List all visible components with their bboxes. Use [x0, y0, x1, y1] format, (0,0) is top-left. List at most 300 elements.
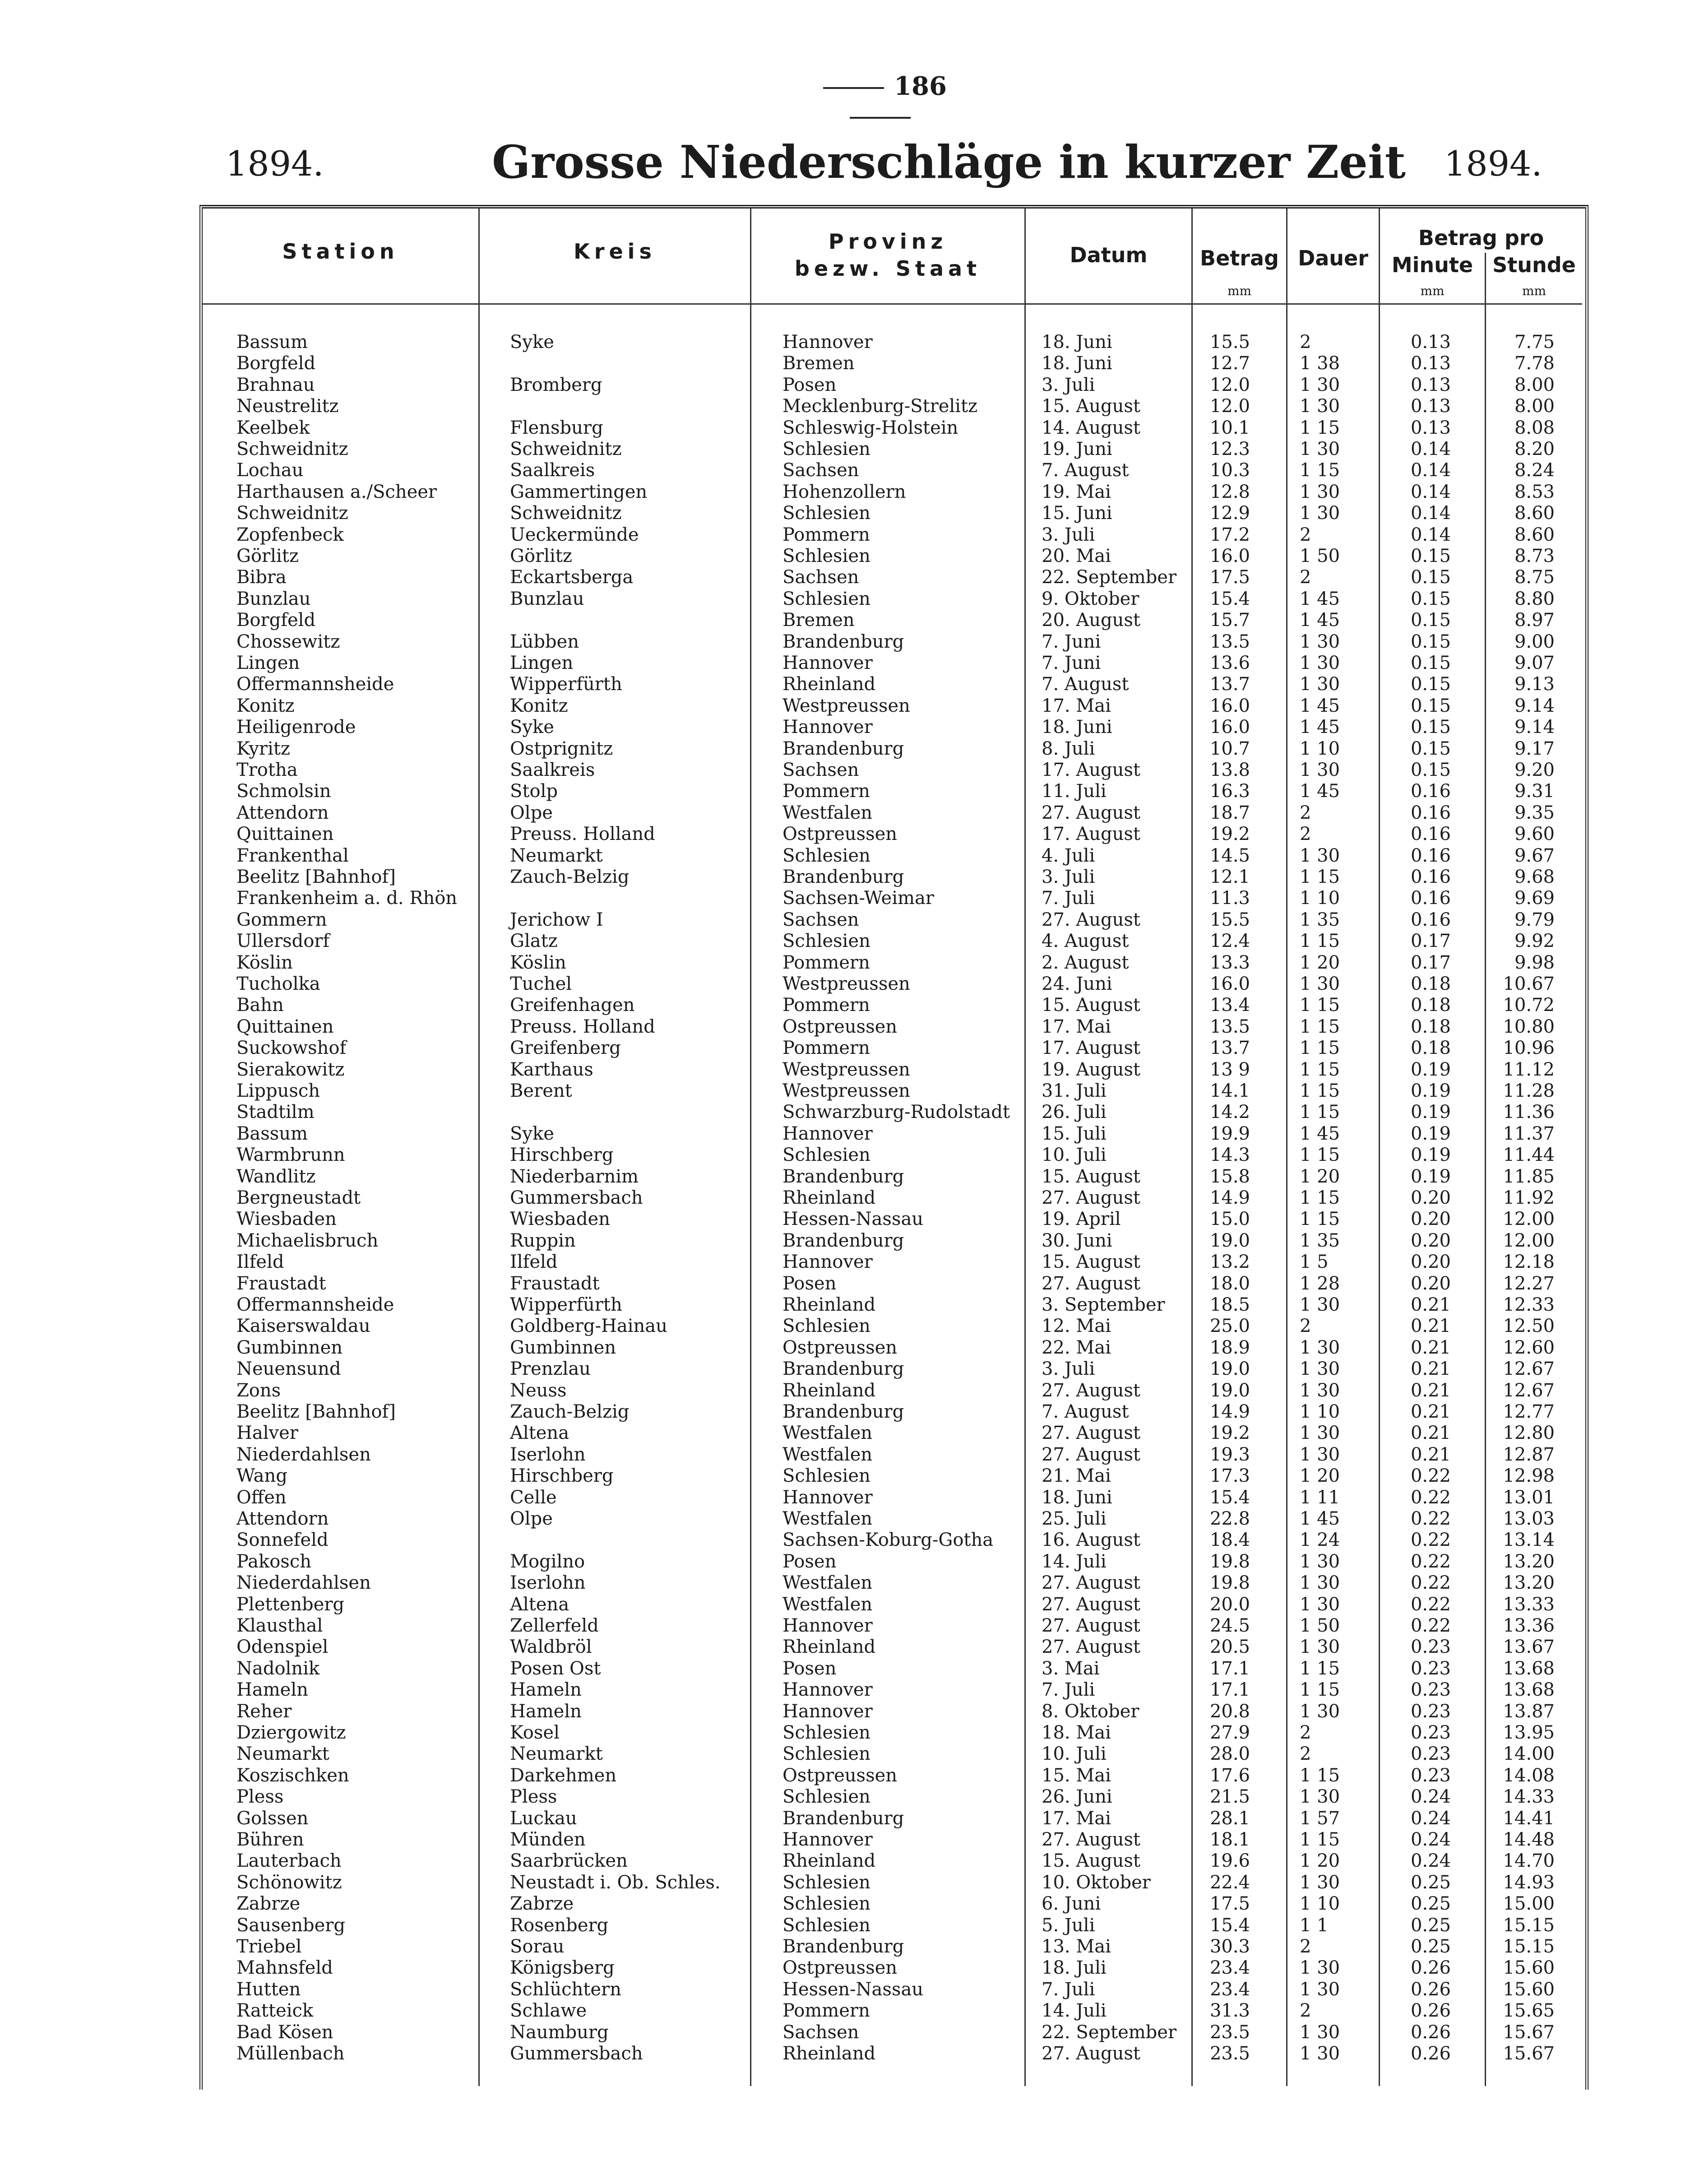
- cell-datum: 7. August: [1042, 674, 1129, 695]
- cell-provinz: Hannover: [783, 1679, 873, 1701]
- table-row: [0, 1594, 1681, 1615]
- cell-provinz: Westpreussen: [783, 1059, 910, 1080]
- cell-datum: 17. August: [1042, 1038, 1140, 1059]
- cell-kreis: Gummersbach: [510, 2043, 643, 2064]
- cell-provinz: Schlesien: [783, 1743, 871, 1765]
- cell-kreis: Fraustadt: [510, 1273, 600, 1294]
- cell-provinz: Ostpreussen: [783, 1765, 898, 1786]
- cell-betrag: 12.4: [1209, 931, 1250, 952]
- cell-kreis: Saalkreis: [510, 760, 595, 780]
- cell-provinz: Schlesien: [783, 1316, 871, 1337]
- cell-stunde: 9.68: [1514, 867, 1555, 887]
- cell-stunde: 14.08: [1503, 1765, 1555, 1786]
- cell-dauer: 1 30: [1300, 1294, 1340, 1315]
- cell-betrag: 14.3: [1209, 1145, 1250, 1166]
- table-row: [0, 1915, 1681, 1936]
- cell-datum: 19. April: [1042, 1209, 1121, 1230]
- cell-kreis: Goldberg-Hainau: [510, 1316, 667, 1337]
- cell-stunde: 11.92: [1503, 1187, 1555, 1208]
- table-row: [0, 1679, 1681, 1701]
- cell-dauer: 1 38: [1300, 353, 1340, 374]
- cell-provinz: Westfalen: [783, 1423, 873, 1444]
- cell-betrag: 30.3: [1209, 1936, 1250, 1957]
- cell-station: Bunzlau: [236, 588, 311, 609]
- cell-stunde: 8.73: [1514, 546, 1555, 566]
- cell-betrag: 21.5: [1209, 1786, 1250, 1808]
- cell-station: Köslin: [236, 952, 293, 973]
- cell-betrag: 16.0: [1209, 717, 1250, 738]
- cell-stunde: 13.14: [1503, 1530, 1555, 1551]
- cell-dauer: 1 30: [1300, 1572, 1340, 1594]
- cell-datum: 3. Juli: [1042, 374, 1095, 395]
- cell-minute: 0.22: [1410, 1572, 1451, 1594]
- cell-betrag: 16.3: [1209, 781, 1250, 802]
- cell-minute: 0.22: [1410, 1530, 1451, 1551]
- cell-minute: 0.20: [1410, 1187, 1451, 1208]
- cell-betrag: 23.4: [1209, 1957, 1250, 1979]
- cell-dauer: 1 10: [1300, 738, 1340, 759]
- cell-stunde: 9.31: [1514, 781, 1555, 802]
- cell-betrag: 19.0: [1209, 1230, 1250, 1251]
- cell-dauer: 1 15: [1300, 931, 1340, 952]
- cell-station: Golssen: [236, 1808, 309, 1829]
- cell-dauer: 1 30: [1300, 1979, 1340, 2000]
- cell-kreis: Wipperfürth: [510, 1294, 622, 1315]
- cell-minute: 0.13: [1410, 353, 1451, 374]
- cell-kreis: Altena: [510, 1423, 570, 1444]
- cell-minute: 0.18: [1410, 995, 1451, 1016]
- cell-stunde: 9.60: [1514, 824, 1555, 845]
- cell-station: Borgfeld: [236, 610, 316, 631]
- cell-dauer: 1 45: [1300, 588, 1340, 609]
- table-row: [0, 1957, 1681, 1979]
- cell-minute: 0.26: [1410, 2000, 1451, 2022]
- cell-stunde: 13.03: [1503, 1508, 1555, 1529]
- table-row: [0, 353, 1681, 374]
- cell-dauer: 1 45: [1300, 1123, 1340, 1144]
- cell-datum: 7. Juni: [1042, 653, 1101, 673]
- cell-kreis: Pless: [510, 1786, 557, 1808]
- cell-betrag: 17.5: [1209, 1893, 1250, 1915]
- cell-stunde: 12.98: [1503, 1465, 1555, 1487]
- cell-dauer: 1 30: [1300, 1551, 1340, 1572]
- cell-stunde: 8.00: [1514, 374, 1555, 395]
- cell-betrag: 13.6: [1209, 653, 1250, 673]
- cell-provinz: Bremen: [783, 610, 855, 631]
- cell-datum: 18. Mai: [1042, 1722, 1111, 1743]
- table-row: [0, 1615, 1681, 1637]
- cell-minute: 0.15: [1410, 567, 1451, 588]
- table-row: [0, 1487, 1681, 1508]
- cell-minute: 0.14: [1410, 503, 1451, 524]
- header-minute: Minute: [1391, 253, 1473, 277]
- cell-betrag: 16.0: [1209, 546, 1250, 566]
- table-row: [0, 802, 1681, 824]
- cell-kreis: Preuss. Holland: [510, 1016, 655, 1037]
- cell-betrag: 10.1: [1209, 417, 1250, 438]
- cell-station: Offermannsheide: [236, 674, 394, 695]
- cell-provinz: Posen: [783, 1273, 837, 1294]
- cell-provinz: Sachsen: [783, 760, 859, 780]
- table-row: [0, 1658, 1681, 1679]
- page-number: [781, 71, 979, 131]
- cell-kreis: Ostprignitz: [510, 738, 613, 759]
- unit-betrag: mm: [1227, 283, 1252, 298]
- cell-minute: 0.14: [1410, 524, 1451, 545]
- cell-kreis: Berent: [510, 1080, 572, 1101]
- cell-minute: 0.23: [1410, 1743, 1451, 1765]
- cell-betrag: 22.8: [1209, 1508, 1250, 1529]
- cell-betrag: 19.0: [1209, 1380, 1250, 1401]
- cell-provinz: Hannover: [783, 1123, 873, 1144]
- cell-betrag: 13.3: [1209, 952, 1250, 973]
- cell-dauer: 2: [1300, 824, 1311, 845]
- cell-station: Frankenthal: [236, 845, 349, 866]
- cell-datum: 16. August: [1042, 1530, 1140, 1551]
- cell-dauer: 2: [1300, 567, 1311, 588]
- cell-provinz: Brandenburg: [783, 1808, 904, 1829]
- cell-datum: 27. August: [1042, 1423, 1140, 1444]
- cell-datum: 27. August: [1042, 802, 1140, 823]
- cell-station: Gommern: [236, 909, 327, 930]
- cell-station: Kaiserswaldau: [236, 1316, 370, 1337]
- cell-provinz: Brandenburg: [783, 1936, 904, 1957]
- cell-stunde: 14.70: [1503, 1850, 1555, 1872]
- table-row: [0, 1316, 1681, 1337]
- cell-betrag: 14.9: [1209, 1187, 1250, 1208]
- cell-datum: 3. Juli: [1042, 1359, 1095, 1380]
- cell-datum: 2. August: [1042, 952, 1129, 973]
- cell-stunde: 11.28: [1503, 1080, 1555, 1101]
- cell-minute: 0.15: [1410, 674, 1451, 695]
- cell-datum: 27. August: [1042, 2043, 1140, 2064]
- cell-provinz: Pommern: [783, 1038, 870, 1059]
- cell-station: Quittainen: [236, 824, 334, 845]
- cell-station: Sausenberg: [236, 1915, 345, 1936]
- cell-datum: 7. Juni: [1042, 631, 1101, 652]
- cell-minute: 0.23: [1410, 1637, 1451, 1658]
- cell-datum: 7. August: [1042, 1401, 1129, 1422]
- table-row: [0, 1080, 1681, 1102]
- cell-datum: 4. Juli: [1042, 845, 1095, 866]
- cell-minute: 0.19: [1410, 1123, 1451, 1144]
- table-row: [0, 653, 1681, 674]
- cell-station: Quittainen: [236, 1016, 334, 1037]
- cell-minute: 0.22: [1410, 1508, 1451, 1529]
- cell-betrag: 18.7: [1209, 802, 1250, 823]
- cell-station: Sierakowitz: [236, 1059, 345, 1080]
- cell-stunde: 11.44: [1503, 1145, 1555, 1166]
- cell-datum: 30. Juni: [1042, 1230, 1112, 1251]
- cell-provinz: Sachsen: [783, 567, 859, 588]
- cell-provinz: Westpreussen: [783, 695, 910, 716]
- cell-datum: 11. Juli: [1042, 781, 1107, 802]
- cell-betrag: 15.4: [1209, 1487, 1250, 1508]
- cell-provinz: Hohenzollern: [783, 481, 906, 502]
- cell-station: Borgfeld: [236, 353, 316, 374]
- cell-stunde: 9.14: [1514, 717, 1555, 738]
- cell-dauer: 1 15: [1300, 1209, 1340, 1230]
- cell-provinz: Schlesien: [783, 588, 871, 609]
- cell-provinz: Schwarzburg-Rudolstadt: [783, 1102, 1010, 1123]
- cell-kreis: Hirschberg: [510, 1145, 614, 1166]
- cell-datum: 3. Mai: [1042, 1658, 1100, 1679]
- cell-station: Triebel: [236, 1936, 302, 1957]
- cell-provinz: Hannover: [783, 1615, 873, 1636]
- table-row: [0, 332, 1681, 353]
- cell-kreis: Zabrze: [510, 1893, 574, 1915]
- table-row: [0, 1551, 1681, 1572]
- cell-minute: 0.25: [1410, 1872, 1451, 1893]
- cell-datum: 8. Oktober: [1042, 1701, 1139, 1722]
- cell-dauer: 1 45: [1300, 781, 1340, 802]
- cell-provinz: Schlesien: [783, 1465, 871, 1487]
- cell-provinz: Westpreussen: [783, 974, 910, 994]
- cell-station: Schweidnitz: [236, 439, 348, 459]
- cell-betrag: 28.0: [1209, 1743, 1250, 1765]
- cell-stunde: 12.18: [1503, 1252, 1555, 1273]
- cell-station: Stadtilm: [236, 1102, 315, 1123]
- cell-betrag: 18.0: [1209, 1273, 1250, 1294]
- cell-minute: 0.19: [1410, 1145, 1451, 1166]
- cell-dauer: 1 50: [1300, 546, 1340, 566]
- cell-minute: 0.26: [1410, 1979, 1451, 2000]
- cell-kreis: Schlüchtern: [510, 1979, 621, 2000]
- cell-kreis: Syke: [510, 332, 554, 352]
- cell-minute: 0.16: [1410, 845, 1451, 866]
- cell-stunde: 12.67: [1503, 1359, 1555, 1380]
- cell-stunde: 13.20: [1503, 1572, 1555, 1594]
- cell-betrag: 14.2: [1209, 1102, 1250, 1123]
- cell-betrag: 11.3: [1209, 888, 1250, 909]
- cell-betrag: 13.8: [1209, 760, 1250, 780]
- cell-stunde: 12.67: [1503, 1380, 1555, 1401]
- cell-minute: 0.16: [1410, 888, 1451, 909]
- cell-betrag: 10.3: [1209, 460, 1250, 481]
- cell-betrag: 18.4: [1209, 1530, 1250, 1551]
- cell-minute: 0.18: [1410, 974, 1451, 994]
- cell-minute: 0.19: [1410, 1059, 1451, 1080]
- cell-station: Zopfenbeck: [236, 524, 344, 545]
- cell-datum: 19. Mai: [1042, 481, 1111, 502]
- cell-minute: 0.26: [1410, 2022, 1451, 2043]
- table-row: [0, 417, 1681, 439]
- cell-minute: 0.18: [1410, 1016, 1451, 1037]
- cell-betrag: 19.8: [1209, 1551, 1250, 1572]
- cell-provinz: Sachsen: [783, 460, 859, 481]
- cell-datum: 27. August: [1042, 1572, 1140, 1594]
- cell-stunde: 15.00: [1503, 1893, 1555, 1915]
- cell-dauer: 1 1: [1300, 1915, 1329, 1936]
- cell-minute: 0.24: [1410, 1829, 1451, 1850]
- cell-stunde: 13.87: [1503, 1701, 1555, 1722]
- cell-stunde: 11.37: [1503, 1123, 1555, 1144]
- cell-dauer: 1 15: [1300, 1145, 1340, 1166]
- cell-station: Suckowshof: [236, 1038, 347, 1059]
- cell-minute: 0.16: [1410, 802, 1451, 823]
- cell-station: Wiesbaden: [236, 1209, 337, 1230]
- cell-kreis: Hameln: [510, 1679, 582, 1701]
- cell-betrag: 28.1: [1209, 1808, 1250, 1829]
- cell-kreis: Sorau: [510, 1936, 565, 1957]
- cell-dauer: 1 30: [1300, 760, 1340, 780]
- cell-betrag: 15.8: [1209, 1166, 1250, 1187]
- cell-kreis: Iserlohn: [510, 1444, 586, 1465]
- cell-stunde: 11.12: [1503, 1059, 1555, 1080]
- table-row: [0, 1209, 1681, 1230]
- cell-station: Müllenbach: [236, 2043, 345, 2064]
- cell-minute: 0.26: [1410, 1957, 1451, 1979]
- cell-datum: 6. Juni: [1042, 1893, 1101, 1915]
- cell-provinz: Westfalen: [783, 1572, 873, 1594]
- cell-station: Wang: [236, 1465, 287, 1487]
- cell-datum: 3. Juli: [1042, 867, 1095, 887]
- cell-betrag: 17.5: [1209, 567, 1250, 588]
- cell-kreis: Posen Ost: [510, 1658, 601, 1679]
- table-row: [0, 1979, 1681, 2000]
- cell-provinz: Hannover: [783, 1701, 873, 1722]
- cell-stunde: 13.68: [1503, 1679, 1555, 1701]
- cell-minute: 0.23: [1410, 1679, 1451, 1701]
- cell-provinz: Hessen-Nassau: [783, 1979, 924, 2000]
- cell-provinz: Hannover: [783, 717, 873, 738]
- cell-datum: 27. August: [1042, 1273, 1140, 1294]
- cell-betrag: 12.9: [1209, 503, 1250, 524]
- cell-betrag: 12.0: [1209, 396, 1250, 417]
- cell-stunde: 12.50: [1503, 1316, 1555, 1337]
- cell-kreis: Flensburg: [510, 417, 603, 438]
- table-row: [0, 2043, 1681, 2064]
- cell-station: Wandlitz: [236, 1166, 316, 1187]
- cell-stunde: 9.79: [1514, 909, 1555, 930]
- cell-betrag: 14.1: [1209, 1080, 1250, 1101]
- cell-stunde: 12.77: [1503, 1401, 1555, 1422]
- cell-datum: 20. August: [1042, 610, 1140, 631]
- cell-station: Ilfeld: [236, 1252, 284, 1273]
- cell-betrag: 16.0: [1209, 974, 1250, 994]
- cell-dauer: 1 15: [1300, 1829, 1340, 1850]
- cell-provinz: Westfalen: [783, 802, 873, 823]
- table-row: [0, 375, 1681, 396]
- cell-datum: 10. Juli: [1042, 1743, 1107, 1765]
- cell-kreis: Ueckermünde: [510, 524, 639, 545]
- cell-stunde: 7.75: [1514, 332, 1555, 352]
- cell-kreis: Görlitz: [510, 546, 572, 566]
- cell-station: Schmolsin: [236, 781, 331, 802]
- cell-dauer: 1 24: [1300, 1530, 1340, 1551]
- cell-datum: 15. August: [1042, 995, 1140, 1016]
- cell-dauer: 1 20: [1300, 1166, 1340, 1187]
- table-row: [0, 567, 1681, 588]
- cell-kreis: Gammertingen: [510, 481, 648, 502]
- cell-stunde: 14.48: [1503, 1829, 1555, 1850]
- cell-betrag: 10.7: [1209, 738, 1250, 759]
- cell-dauer: 1 30: [1300, 1786, 1340, 1808]
- cell-provinz: Schlesien: [783, 1722, 871, 1743]
- cell-dauer: 1 30: [1300, 1701, 1340, 1722]
- cell-minute: 0.16: [1410, 824, 1451, 845]
- cell-dauer: 1 30: [1300, 396, 1340, 417]
- cell-kreis: Prenzlau: [510, 1359, 591, 1380]
- cell-provinz: Hannover: [783, 1252, 873, 1273]
- cell-betrag: 13.5: [1209, 1016, 1250, 1037]
- cell-betrag: 17.3: [1209, 1465, 1250, 1487]
- cell-datum: 22. September: [1042, 567, 1177, 588]
- table-row: [0, 1786, 1681, 1808]
- cell-station: Lochau: [236, 460, 304, 481]
- cell-minute: 0.15: [1410, 760, 1451, 780]
- cell-datum: 10. Oktober: [1042, 1872, 1151, 1893]
- cell-provinz: Schlesien: [783, 1145, 871, 1166]
- cell-betrag: 17.1: [1209, 1658, 1250, 1679]
- cell-kreis: Lingen: [510, 653, 574, 673]
- cell-provinz: Schleswig-Holstein: [783, 417, 959, 438]
- page-title: Grosse Niederschläge in kurzer Zeit: [492, 135, 1406, 189]
- cell-dauer: 1 45: [1300, 695, 1340, 716]
- cell-kreis: Celle: [510, 1487, 557, 1508]
- table-row: [0, 738, 1681, 760]
- cell-stunde: 9.20: [1514, 760, 1555, 780]
- cell-station: Hutten: [236, 1979, 301, 2000]
- cell-kreis: Mogilno: [510, 1551, 585, 1572]
- cell-dauer: 1 15: [1300, 1016, 1340, 1037]
- cell-betrag: 12.0: [1209, 374, 1250, 395]
- cell-provinz: Ostpreussen: [783, 1337, 898, 1358]
- cell-kreis: Olpe: [510, 802, 553, 823]
- cell-provinz: Schlesien: [783, 1786, 871, 1808]
- cell-dauer: 1 30: [1300, 503, 1340, 524]
- cell-datum: 19. August: [1042, 1059, 1140, 1080]
- cell-betrag: 15.0: [1209, 1209, 1250, 1230]
- cell-station: Harthausen a./Scheer: [236, 481, 437, 502]
- year-right: 1894.: [1444, 144, 1542, 184]
- cell-datum: 3. Juli: [1042, 524, 1095, 545]
- cell-minute: 0.21: [1410, 1359, 1451, 1380]
- cell-minute: 0.21: [1410, 1380, 1451, 1401]
- cell-stunde: 13.33: [1503, 1594, 1555, 1615]
- table-row: [0, 1359, 1681, 1380]
- cell-stunde: 10.80: [1503, 1016, 1555, 1037]
- cell-minute: 0.26: [1410, 2043, 1451, 2064]
- table-row: [0, 546, 1681, 567]
- cell-minute: 0.25: [1410, 1936, 1451, 1957]
- cell-station: Zons: [236, 1380, 281, 1401]
- cell-stunde: 15.67: [1503, 2043, 1555, 2064]
- header-betrag: Betrag: [1200, 246, 1279, 270]
- cell-kreis: Olpe: [510, 1508, 553, 1529]
- cell-dauer: 1 10: [1300, 888, 1340, 909]
- cell-kreis: Wipperfürth: [510, 674, 622, 695]
- header-station: Station: [282, 239, 399, 264]
- cell-minute: 0.24: [1410, 1786, 1451, 1808]
- cell-dauer: 2: [1300, 332, 1311, 352]
- cell-minute: 0.23: [1410, 1765, 1451, 1786]
- cell-kreis: Waldbröl: [510, 1637, 592, 1658]
- cell-stunde: 11.85: [1503, 1166, 1555, 1187]
- cell-kreis: Saalkreis: [510, 460, 595, 481]
- cell-datum: 22. Mai: [1042, 1337, 1111, 1358]
- cell-stunde: 14.00: [1503, 1743, 1555, 1765]
- table-row: [0, 717, 1681, 738]
- cell-minute: 0.13: [1410, 374, 1451, 395]
- table-row: [0, 1016, 1681, 1038]
- cell-minute: 0.21: [1410, 1401, 1451, 1422]
- table-row: [0, 503, 1681, 524]
- table-row: [0, 1829, 1681, 1850]
- cell-stunde: 9.07: [1514, 653, 1555, 673]
- cell-dauer: 1 45: [1300, 1508, 1340, 1529]
- cell-betrag: 12.8: [1209, 481, 1250, 502]
